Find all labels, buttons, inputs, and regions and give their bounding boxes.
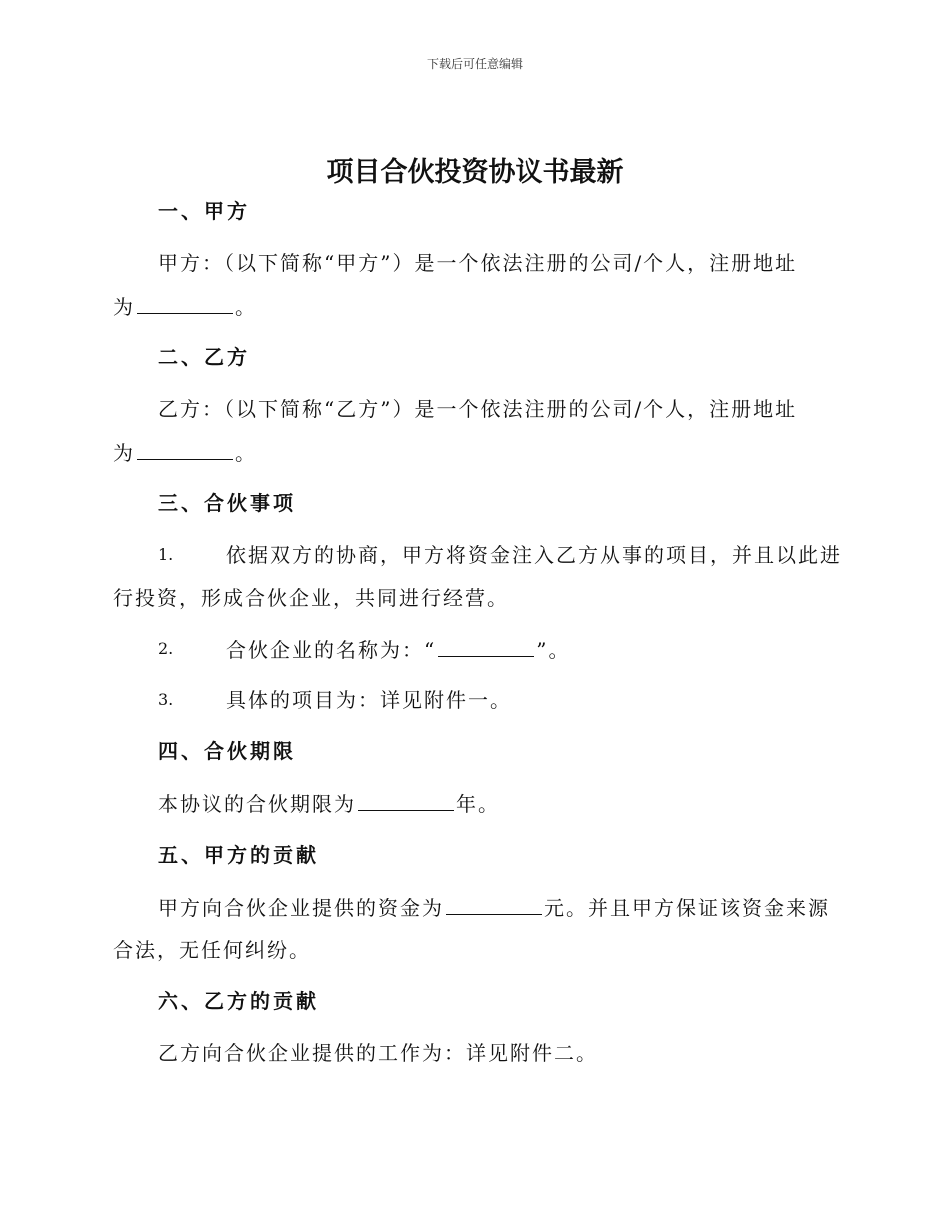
- item-1-line-2: 行投资，形成合伙企业，共同进行经营。: [113, 586, 509, 610]
- contribution-prefix: 甲方向合伙企业提供的资金为: [158, 896, 444, 920]
- item-2-prefix: 合伙企业的名称为：“: [226, 638, 437, 662]
- contribution-suffix: 元。并且甲方保证该资金来源: [544, 896, 830, 920]
- section-heading-party-b-contribution: 六、乙方的贡献: [158, 989, 319, 1013]
- term-suffix: 年。: [456, 792, 500, 816]
- item-1-line-1: 依据双方的协商，甲方将资金注入乙方从事的项目，并且以此进: [226, 543, 842, 567]
- term-line: [158, 790, 500, 817]
- capital-amount-blank: [446, 894, 542, 915]
- item-1-number: 1.: [158, 545, 174, 564]
- party-b-contribution-line: 乙方向合伙企业提供的工作为：详见附件二。: [158, 1041, 598, 1065]
- enterprise-name-blank: [438, 636, 534, 657]
- party-a-line-2-suffix: 。: [235, 295, 257, 319]
- item-3-line: 具体的项目为：详见附件一。: [226, 688, 512, 712]
- section-heading-term: 四、合伙期限: [158, 739, 296, 763]
- party-b-line-1: 乙方：（以下简称“乙方”）是一个依法注册的公司/个人，注册地址: [158, 397, 798, 421]
- term-years-blank: [358, 790, 454, 811]
- section-heading-party-b: 二、乙方: [158, 345, 250, 369]
- section-heading-partnership-matters: 三、合伙事项: [158, 491, 296, 515]
- party-b-line-2-prefix: 为: [113, 441, 135, 465]
- party-b-line-2: [113, 439, 257, 466]
- party-a-line-2-prefix: 为: [113, 295, 135, 319]
- section-heading-party-a: 一、甲方: [158, 199, 250, 223]
- party-b-line-2-suffix: 。: [235, 441, 257, 465]
- item-2-number: 2.: [158, 639, 174, 658]
- document-title: 项目合伙投资协议书最新: [326, 157, 624, 188]
- section-heading-party-a-contribution: 五、甲方的贡献: [158, 843, 319, 867]
- party-a-line-1: 甲方：（以下简称“甲方”）是一个依法注册的公司/个人，注册地址: [158, 251, 798, 275]
- item-3-number: 3.: [158, 690, 174, 709]
- party-a-address-blank: [137, 293, 233, 314]
- item-2-line: [226, 636, 570, 663]
- term-prefix: 本协议的合伙期限为: [158, 792, 356, 816]
- party-a-line-2: [113, 293, 257, 320]
- header-note: 下载后可任意编辑: [426, 57, 523, 71]
- party-a-contribution-line-1: [158, 894, 830, 921]
- item-2-suffix: ”。: [536, 638, 571, 662]
- party-a-contribution-line-2: 合法，无任何纠纷。: [113, 938, 311, 962]
- party-b-address-blank: [137, 439, 233, 460]
